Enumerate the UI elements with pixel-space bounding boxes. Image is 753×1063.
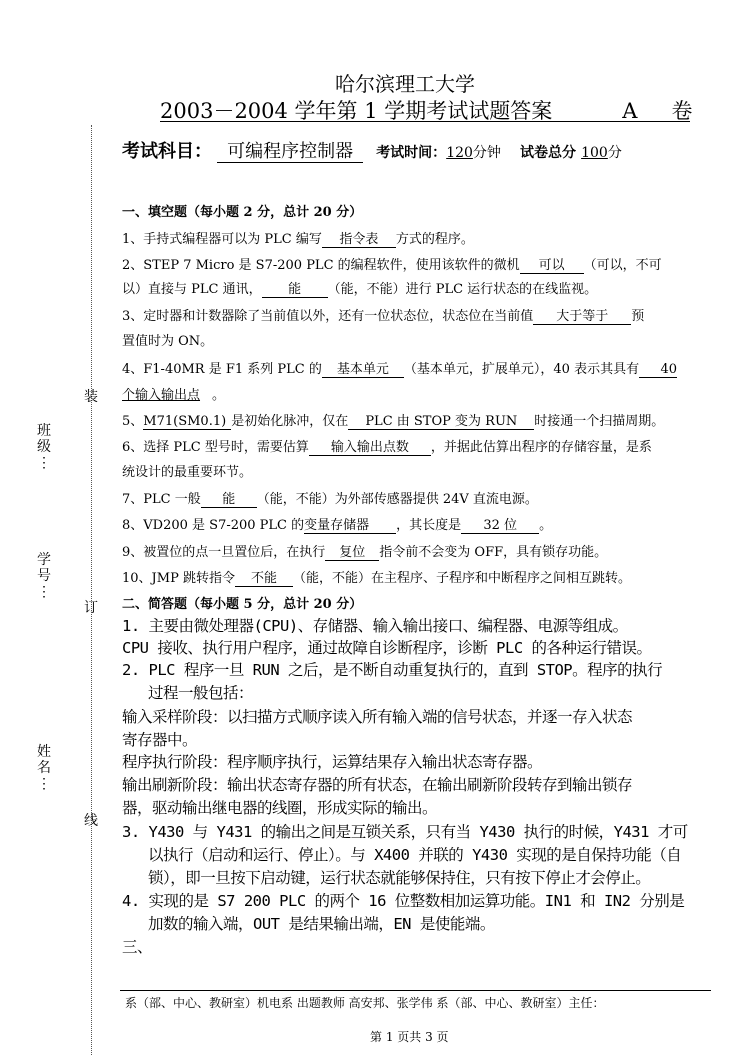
footer-info: 系（部、中心、教研室）机电系 出题教师 高安邦、张学伟 系（部、中心、教研室）主任：	[125, 996, 605, 1010]
page-number: 第 1 页共 3 页	[370, 1030, 449, 1044]
binding-mark-xian: 线	[84, 813, 98, 829]
title-underline	[160, 121, 690, 122]
q2-line2: 以）直接与 PLC 通讯， 能 （能，不能）进行 PLC 运行状态的在线监视。	[122, 282, 598, 297]
s2-line-5: 输入采样阶段：以扫描方式顺序读入所有输入端的信号状态，并逐一存入状态	[122, 708, 633, 726]
q10: 10、JMP 跳转指令 不能 （能，不能）在主程序、子程序和中断程序之间相互跳转。	[122, 571, 631, 586]
section1-title: 一、填空题（每小题 2 分，总计 20 分）	[122, 205, 363, 220]
subject-name: 可编程序控制器	[217, 142, 363, 163]
q3-line1: 3、定时器和计数器除了当前值以外，还有一位状态位，状态位在当前值 大于等于 预	[122, 309, 645, 324]
binding-mark-ding: 订	[84, 600, 98, 616]
s2-line-11: 以执行（启动和运行、停止）。与 X400 并联的 Y430 实现的是自保持功能（自	[148, 846, 682, 864]
s2-line-2: CPU 接收、执行用户程序，通过故障自诊断程序，诊断 PLC 的各种运行错误。	[122, 639, 652, 657]
q6-line1: 6、选择 PLC 型号时，需要估算 输入输出点数 ，并据此估算出程序的存储容量，是系	[122, 440, 652, 455]
s2-line-1: 1. 主要由微处理器(CPU)、存储器、输入输出接口、编程器、电源等组成。	[122, 617, 628, 635]
s2-line-14: 加数的输入端，OUT 是结果输出端，EN 是使能端。	[148, 915, 495, 933]
q4-line2: 个输入输出点 。	[122, 388, 226, 403]
s2-line-3: 2. PLC 程序一旦 RUN 之后，是不断自动重复执行的，直到 STOP。程序的执行	[122, 661, 663, 679]
student-id-label	[36, 552, 52, 600]
side-label-text: 姓 名 ⋮	[37, 744, 51, 792]
binding-line	[91, 125, 92, 1055]
q8: 8、VD200 是 S7-200 PLC 的变量存储器 ，其长度是 32 位 。	[122, 518, 553, 533]
q9: 9、被置位的点一旦置位后，在执行 复位 指令前不会变为 OFF，具有锁存功能。	[122, 545, 608, 560]
s2-line-12: 锁），即一旦按下启动键，运行状态就能够保持住，只有按下停止才会停止。	[148, 869, 651, 887]
section3-title: 三、	[122, 938, 153, 956]
side-label-text: 学 号 ⋮	[37, 552, 51, 600]
q3-line2: 置值时为 ON。	[122, 334, 214, 349]
q1: 1、手持式编程器可以为 PLC 编写 指令表 方式的程序。	[122, 232, 474, 247]
q6-line2: 统设计的最重要环节。	[122, 465, 253, 480]
section2-title: 二、简答题（每小题 5 分，总计 20 分）	[122, 597, 363, 612]
s2-line-6: 寄存器中。	[122, 731, 198, 749]
university-name: 哈尔滨理工大学	[335, 72, 475, 96]
q2-line1: 2、STEP 7 Micro 是 S7-200 PLC 的编程软件，使用该软件的微机 可以 （可以，不可	[122, 258, 662, 273]
q4-line1: 4、F1-40MR 是 F1 系列 PLC 的 基本单元 （基本单元，扩展单元），40 表示其具有 40	[122, 362, 678, 377]
s2-line-8: 输出刷新阶段：输出状态寄存器的所有状态，在输出刷新阶段转存到输出锁存	[122, 776, 633, 794]
class-label	[36, 423, 52, 471]
q7: 7、PLC 一般 能 （能，不能）为外部传感器提供 24V 直流电源。	[122, 492, 538, 507]
exam-title: 2003－2004 学年第 1 学期考试试题答案 A 卷	[160, 99, 693, 123]
footer-rule	[120, 990, 711, 991]
s2-line-13: 4. 实现的是 S7 200 PLC 的两个 16 位整数相加运算功能。IN1 和 IN2 分别是	[122, 892, 685, 910]
subject-line: 考试科目： 可编程序控制器 考试时间：120分钟 试卷总分 100分	[122, 141, 622, 162]
s2-line-9: 器，驱动输出继电器的线圈，形成实际的输出。	[122, 799, 438, 817]
s2-line-4: 过程一般包括：	[148, 684, 254, 702]
name-label	[36, 744, 52, 792]
q5: 5、M71(SM0.1) 是初始化脉冲，仅在 PLC 由 STOP 变为 RUN 时接通一个扫描周期。	[122, 414, 665, 429]
s2-line-10: 3. Y430 与 Y431 的输出之间是互锁关系，只有当 Y430 执行的时候，Y431 才可	[122, 823, 688, 841]
s2-line-7: 程序执行阶段：程序顺序执行，运算结果存入输出状态寄存器。	[122, 753, 543, 771]
side-label-text: 班 级 ⋮	[37, 423, 51, 471]
binding-mark-zhuang: 装	[84, 389, 98, 405]
